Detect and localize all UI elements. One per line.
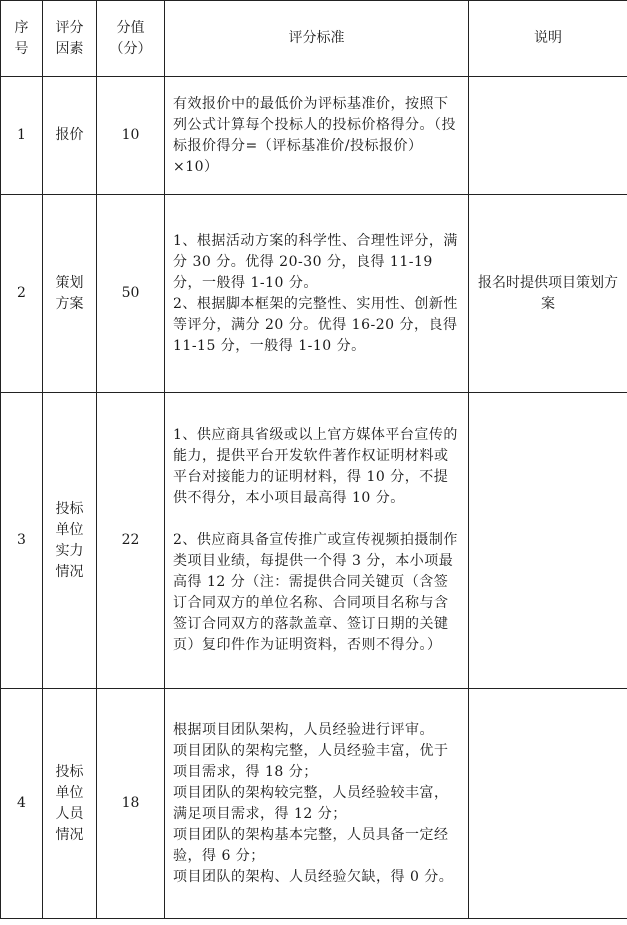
header-score [97, 1, 165, 77]
criteria-paragraph: 1、供应商具省级或以上官方媒体平台宣传的能力，提供平台开发软件著作权证明材料或平台对接能力的证明材料，得 10 分，不提供不得分，本小项目最高得 10 分。 [173, 427, 458, 506]
row-factor-line: 方案 [55, 295, 84, 312]
table-row [1, 77, 627, 195]
row-factor-line: 情况 [55, 826, 84, 843]
criteria-blank-line [173, 509, 458, 530]
criteria-paragraph: 1、根据活动方案的科学性、合理性评分，满分 30 分。优得 20-30 分，良得 11-19 分，一般得 1-10 分。 [173, 232, 458, 291]
header-score-line-2: （分） [109, 40, 152, 57]
criteria-paragraph: 项目团队的架构较完整，人员经验较丰富，满足项目需求，得 12 分； [173, 784, 449, 822]
header-no [1, 1, 43, 77]
row-factor-line: 情况 [55, 563, 84, 580]
header-score-line-1: 分值 [116, 19, 145, 36]
criteria-paragraph: 根据项目团队架构，人员经验进行评审。 [173, 721, 434, 738]
header-factor-line-1: 评分 [55, 19, 84, 36]
header-row [1, 1, 627, 77]
row-number: 2 [1, 195, 43, 393]
row-factor [43, 689, 97, 919]
row-number: 3 [1, 393, 43, 689]
criteria-paragraph: 2、供应商具备宣传推广或宣传视频拍摄制作类项目业绩，每提供一个得 3 分，本小项最高得 12 分（注：需提供合同关键页（含签订合同双方的单位名称、合同项目名称与含签订合同双方的落款盖章、签订日期的关键页）复印件作为证明资料，否则不得分。） [173, 532, 458, 653]
header-criteria: 评分标准 [165, 1, 469, 77]
row-factor-line: 单位 [55, 784, 84, 801]
row-note [469, 77, 627, 195]
row-number: 4 [1, 689, 43, 919]
row-factor [43, 393, 97, 689]
criteria-paragraph: 2、根据脚本框架的完整性、实用性、创新性等评分，满分 20 分。优得 16-20 分，良得 11-15 分，一般得 1-10 分。 [173, 295, 458, 354]
row-number: 1 [1, 77, 43, 195]
row-factor-line: 策划 [55, 274, 84, 291]
header-factor-line-2: 因素 [55, 40, 84, 57]
criteria-paragraph: 项目团队的架构、人员经验欠缺，得 0 分。 [173, 868, 454, 885]
criteria-paragraph: 项目团队的架构基本完整，人员具备一定经验，得 6 分； [173, 826, 449, 864]
header-factor [43, 1, 97, 77]
row-criteria [165, 689, 469, 919]
row-factor-line: 投标 [55, 500, 84, 517]
row-score: 18 [97, 689, 165, 919]
row-score: 50 [97, 195, 165, 393]
header-no-line-1: 序 [14, 19, 29, 36]
row-factor-line: 人员 [55, 805, 84, 822]
criteria-paragraph: 有效报价中的最低价为评标基准价，按照下列公式计算每个投标人的投标价格得分。（投标报价得分=（评标基准价/投标报价）×10） [173, 95, 456, 175]
table-row [1, 393, 627, 689]
row-factor-line: 单位 [55, 521, 84, 538]
table-row [1, 689, 627, 919]
row-score: 10 [97, 77, 165, 195]
row-criteria [165, 195, 469, 393]
header-note: 说明 [469, 1, 627, 77]
row-score: 22 [97, 393, 165, 689]
row-note [469, 689, 627, 919]
criteria-paragraph: 项目团队的架构完整，人员经验丰富，优于项目需求，得 18 分； [173, 742, 449, 780]
row-criteria [165, 77, 469, 195]
row-factor-line: 实力 [55, 542, 84, 559]
row-factor-line: 投标 [55, 763, 84, 780]
row-factor [43, 77, 97, 195]
row-factor-line: 报价 [55, 127, 84, 143]
table-row [1, 195, 627, 393]
row-factor [43, 195, 97, 393]
row-criteria [165, 393, 469, 689]
header-no-line-2: 号 [14, 40, 29, 57]
row-note [469, 393, 627, 689]
row-note: 报名时提供项目策划方案 [469, 195, 627, 393]
